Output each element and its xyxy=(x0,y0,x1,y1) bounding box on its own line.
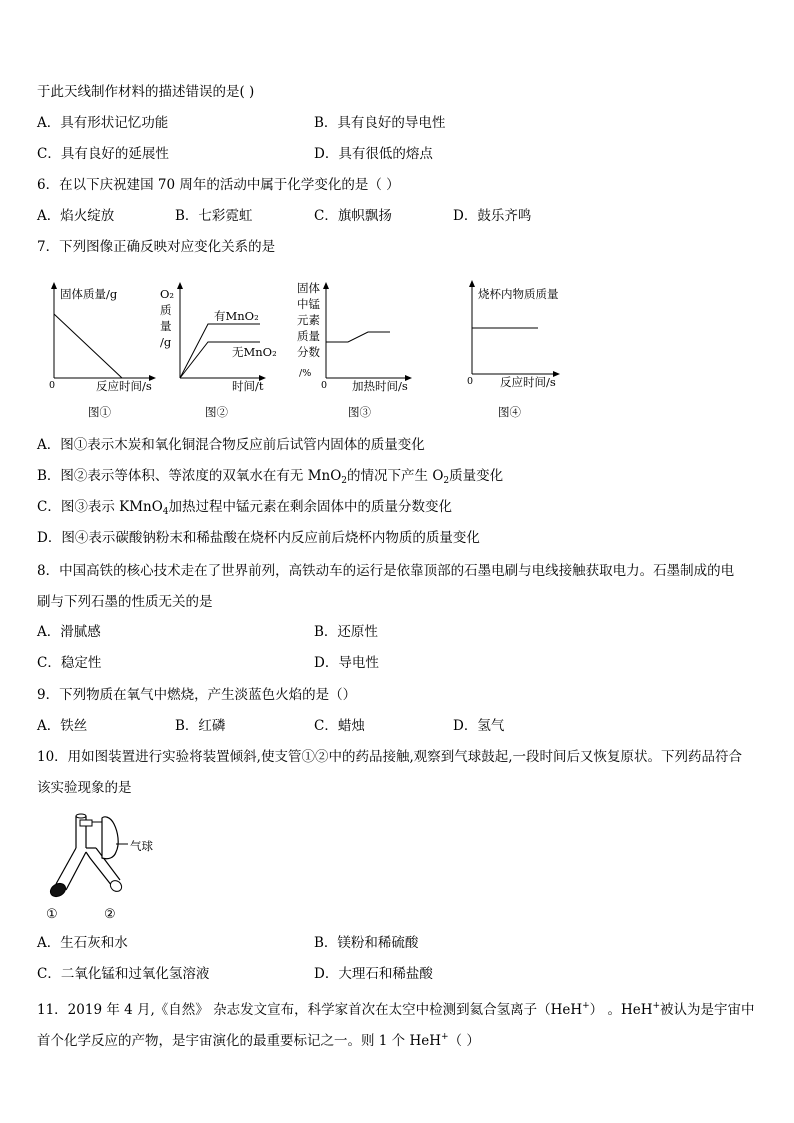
q11-text-2: ） 。HeH xyxy=(589,1002,653,1018)
graph-4-ylabel: 烧杯内物质质量 xyxy=(478,287,559,301)
tube-1-label: ① xyxy=(46,907,58,922)
q9-option-b[interactable]: B．红磷 xyxy=(175,718,226,734)
q5-option-a[interactable]: A．具有形状记忆功能 xyxy=(37,115,169,131)
q10-option-d[interactable]: D．大理石和稀盐酸 xyxy=(314,966,433,982)
graph-2-xlabel: 时间/t xyxy=(232,379,264,393)
graph-4 xyxy=(467,280,560,419)
q7-option-c-text-2: 加热过程中锰元素在剩余固体中的质量分数变化 xyxy=(168,499,453,515)
q9-option-d[interactable]: D．氢气 xyxy=(453,718,505,734)
q6-option-a[interactable]: A．焰火绽放 xyxy=(37,208,115,224)
graph-4-origin: 0 xyxy=(467,376,474,387)
q8-option-c[interactable]: C．稳定性 xyxy=(37,655,102,671)
q11-text-5: （ ） xyxy=(448,1033,480,1049)
q8-stem-line-1: 8．中国高铁的核心技术走在了世界前列，高铁动车的运行是依靠顶部的石墨电刷与电线接触获取电力。石墨制成的电 xyxy=(37,563,735,579)
balloon xyxy=(92,817,153,859)
graph-4-xlabel: 反应时间/s xyxy=(500,375,556,389)
graph-2-line-label-1: 有MnO₂ xyxy=(214,309,259,323)
q11-text-4: 首个化学反应的产物，是宇宙演化的最重要标记之一。则 1 个 HeH xyxy=(37,1033,441,1049)
q8-option-d[interactable]: D．导电性 xyxy=(314,655,379,671)
graph-3-xlabel: 加热时间/s xyxy=(352,379,408,393)
q10-stem-line-2: 该实验现象的是 xyxy=(37,780,132,796)
q11-sup-2: + xyxy=(652,1001,661,1011)
q11-sup-1: + xyxy=(582,1001,590,1011)
q6-option-b[interactable]: B．七彩霓虹 xyxy=(175,208,253,224)
q11-text-3: 被认为是宇宙中 xyxy=(660,1002,755,1018)
q11-stem-line-2 xyxy=(37,1028,480,1050)
q7-option-b-text-2: 的情况下产生 O xyxy=(347,468,444,484)
q5-option-d[interactable]: D．具有很低的熔点 xyxy=(314,146,433,162)
q7-option-c-sub: 4 xyxy=(162,507,169,517)
balloon-label: 气球 xyxy=(130,839,153,853)
graph-1 xyxy=(49,282,156,419)
graph-3-ylabel-5: 分数 xyxy=(297,345,320,359)
graph-2-ylabel-1: O₂ xyxy=(160,287,175,301)
q10-option-c[interactable]: C．二氧化锰和过氧化氢溶液 xyxy=(37,966,210,982)
graph-3-ylabel-4: 质量 xyxy=(297,329,320,343)
y-tube-apparatus xyxy=(30,808,180,924)
q7-option-c[interactable] xyxy=(37,498,452,521)
q9-option-c[interactable]: C．蜡烛 xyxy=(314,718,365,734)
q5-option-c[interactable]: C．具有良好的延展性 xyxy=(37,146,169,162)
graph-2-line-label-2: 无MnO₂ xyxy=(232,345,277,359)
graph-1-origin: 0 xyxy=(49,380,56,391)
graph-1-ylabel: 固体质量/g xyxy=(60,287,118,301)
graph-2-ylabel-3: 量 xyxy=(160,319,172,333)
graph-3-ylabel-6: /% xyxy=(299,368,312,379)
q7-stem: 7．下列图像正确反映对应变化关系的是 xyxy=(37,239,276,255)
q7-option-c-text-1: C．图③表示 KMnO xyxy=(37,499,163,515)
q9-option-a[interactable]: A．铁丝 xyxy=(37,718,88,734)
q11-sup-3: + xyxy=(441,1032,449,1042)
graph-3-origin: 0 xyxy=(321,380,328,391)
graph-4-caption: 图④ xyxy=(498,405,521,419)
graph-2-ylabel-4: /g xyxy=(160,335,172,349)
graph-2-caption: 图② xyxy=(205,405,228,419)
q11-text-1: 11．2019 年 4 月,《自然》 杂志发文宣布，科学家首次在太空中检测到氦合氢离子（HeH xyxy=(37,1002,583,1018)
q7-option-b-text-1: B．图②表示等体积、等浓度的双氧水在有无 MnO xyxy=(37,468,342,484)
graph-3-ylabel-1: 固体 xyxy=(297,281,320,295)
q5-option-b[interactable]: B．具有良好的导电性 xyxy=(314,115,446,131)
graph-3-ylabel-2: 中锰 xyxy=(297,297,320,311)
q7-option-a[interactable]: A．图①表示木炭和氧化铜混合物反应前后试管内固体的质量变化 xyxy=(37,437,425,453)
q6-option-d[interactable]: D．鼓乐齐鸣 xyxy=(453,208,532,224)
q8-stem-line-2: 刷与下列石墨的性质无关的是 xyxy=(37,594,213,610)
q6-stem: 6．在以下庆祝建国 70 周年的活动中属于化学变化的是（ ） xyxy=(37,177,400,193)
q8-option-a[interactable]: A．滑腻感 xyxy=(37,624,101,640)
q11-stem-line-1 xyxy=(37,997,755,1019)
q10-option-a[interactable]: A．生石灰和水 xyxy=(37,935,128,951)
graph-3 xyxy=(297,281,412,419)
q7-option-d[interactable]: D．图④表示碳酸钠粉末和稀盐酸在烧杯内反应前后烧杯内物质的质量变化 xyxy=(37,530,480,546)
q9-stem: 9．下列物质在氧气中燃烧，产生淡蓝色火焰的是（） xyxy=(37,687,357,703)
graph-3-ylabel-3: 元素 xyxy=(297,313,320,327)
graph-3-caption: 图③ xyxy=(348,405,371,419)
q7-graphs xyxy=(0,270,794,430)
q7-option-b[interactable] xyxy=(37,467,503,490)
graph-1-xlabel: 反应时间/s xyxy=(96,379,152,393)
tube-2-label: ② xyxy=(104,907,116,922)
q6-option-c[interactable]: C．旗帜飘扬 xyxy=(314,208,392,224)
q7-option-b-text-3: 质量变化 xyxy=(449,468,504,484)
q7-option-b-sub-2: 2 xyxy=(443,476,450,486)
graph-2-ylabel-2: 质 xyxy=(160,303,172,317)
graph-1-caption: 图① xyxy=(88,405,111,419)
q5-stem: 于此天线制作材料的描述错误的是( ) xyxy=(37,84,255,100)
q8-option-b[interactable]: B．还原性 xyxy=(314,624,378,640)
graph-2 xyxy=(160,282,277,419)
q10-stem-line-1: 10．用如图装置进行实验将装置倾斜,使支管①②中的药品接触,观察到气球鼓起,一段时间后又恢复原状。下列药品符合 xyxy=(37,749,743,765)
q7-option-b-sub-1: 2 xyxy=(341,476,348,486)
q10-option-b[interactable]: B．镁粉和稀硫酸 xyxy=(314,935,419,951)
